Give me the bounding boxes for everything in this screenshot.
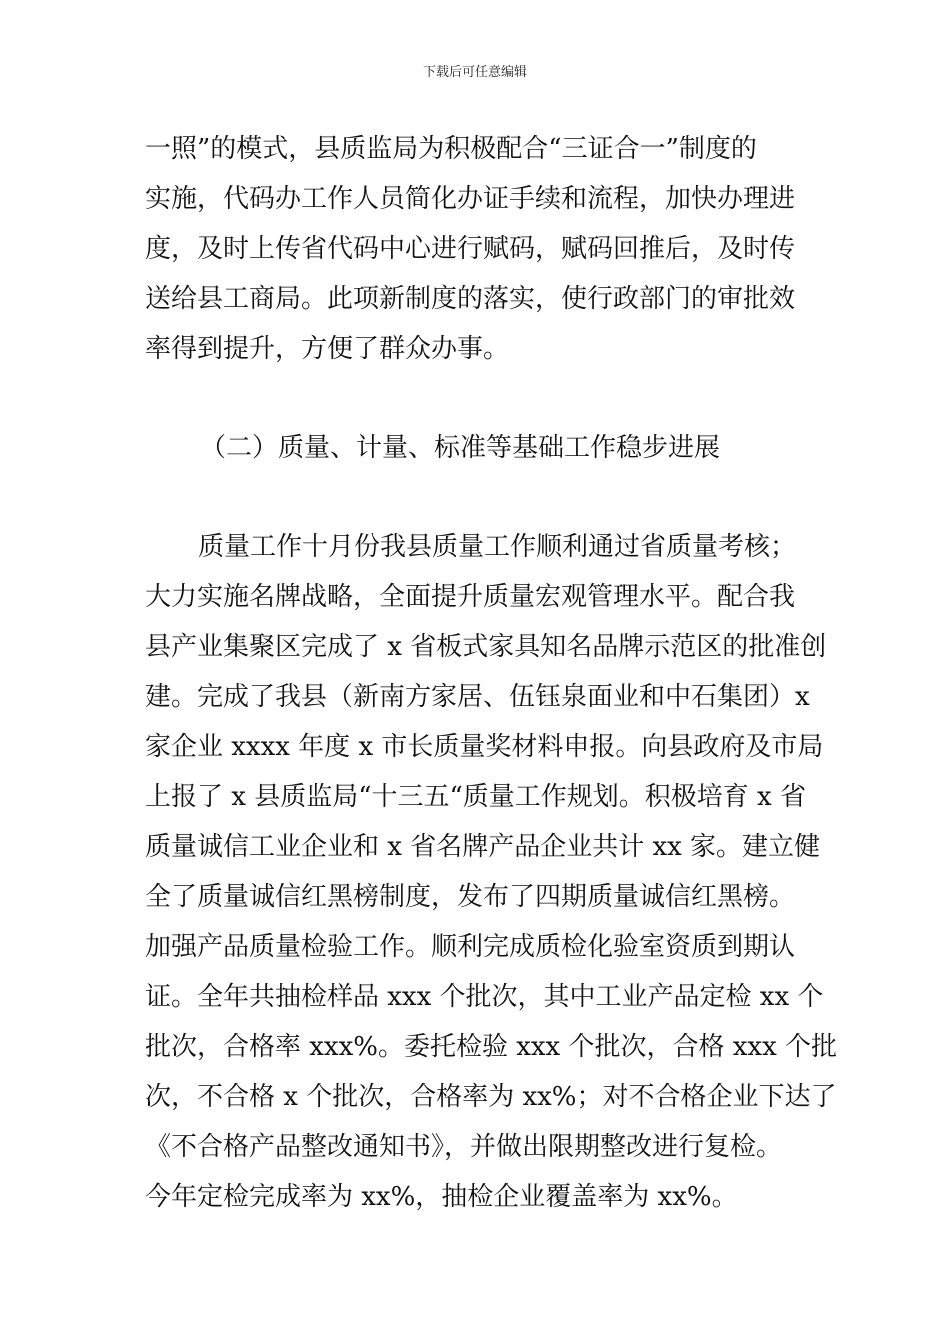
paragraph-line: 大力实施名牌战略，全面提升质量宏观管理水平。配合我 — [145, 582, 796, 612]
paragraph-line: 证。全年共抽检样品 xxx 个批次，其中工业产品定检 xx 个 — [145, 982, 824, 1012]
paragraph-line: 率得到提升，方便了群众办事。 — [145, 334, 510, 364]
paragraph-line: 家企业 xxxx 年度 x 市长质量奖材料申报。向县政府及市局 — [145, 732, 824, 762]
paragraph-line: 县产业集聚区完成了 x 省板式家具知名品牌示范区的批准创 — [145, 632, 827, 662]
paragraph-line: 上报了 x 县质监局“十三五“质量工作规划。积极培育 x 省 — [145, 782, 806, 812]
paragraph-line: 送给县工商局。此项新制度的落实，使行政部门的审批效 — [145, 284, 796, 314]
section-heading: （二）质量、计量、标准等基础工作稳步进展 — [200, 433, 721, 463]
paragraph-line: 加强产品质量检验工作。顺利完成质检化验室资质到期认 — [145, 932, 796, 962]
paragraph-line: 实施，代码办工作人员简化办证手续和流程，加快办理进 — [145, 184, 796, 214]
paragraph-line: 全了质量诚信红黑榜制度，发布了四期质量诚信红黑榜。 — [145, 882, 796, 912]
paragraph-line: 批次，合格率 xxx%。委托检验 xxx 个批次，合格 xxx 个批 — [145, 1032, 837, 1062]
paragraph-line: 质量工作十月份我县质量工作顺利通过省质量考核； — [198, 532, 797, 562]
paragraph-line: 建。完成了我县（新南方家居、伍钰泉面业和中石集团）x — [145, 682, 810, 712]
paragraph-line: 度，及时上传省代码中心进行赋码，赋码回推后，及时传 — [145, 234, 796, 264]
paragraph-line: 质量诚信工业企业和 x 省名牌产品企业共计 xx 家。建立健 — [145, 832, 821, 862]
paragraph-line: 次，不合格 x 个批次，合格率为 xx%；对不合格企业下达了 — [145, 1082, 837, 1112]
paragraph-line: 《不合格产品整改通知书》，并做出限期整改进行复检。 — [145, 1132, 783, 1162]
header-note: 下载后可任意编辑 — [422, 65, 527, 80]
paragraph-line: 一照”的模式，县质监局为积极配合“三证合一”制度的 — [145, 134, 757, 164]
paragraph-line: 今年定检完成率为 xx%，抽检企业覆盖率为 xx%。 — [145, 1182, 738, 1212]
